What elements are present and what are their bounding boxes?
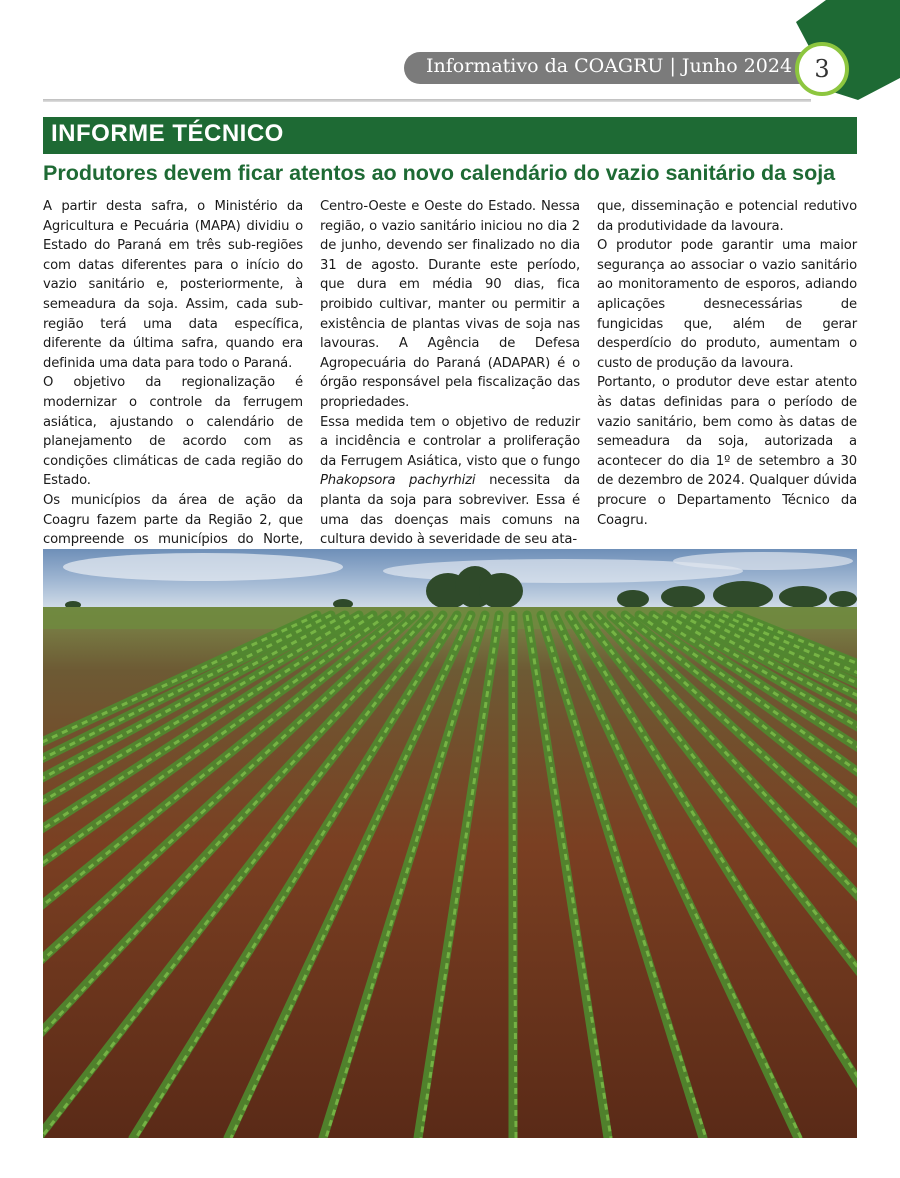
article-paragraph: Portanto, o produtor deve estar atento às datas definidas para o período de vazio sanitário, bem como às datas de semeadura da soja, autorizada a acontecer do dia 1º de setembro a 30 de dezembro de 2024. Qualquer dúvida procure o Departamento Técnico da Coagru.: [597, 375, 857, 528]
article-column-1: [43, 197, 303, 569]
article-paragraph: A partir desta safra, o Ministério da Agricultura e Pecuária (MAPA) dividiu o Estado do Paraná em três sub-regiões com datas diferentes para o início do vazio sanitário e, posteriormente, à semeadura da soja. Assim, cada sub-região terá uma data específica, diferente da última safra, quando era definida uma data para todo o Paraná.: [43, 199, 303, 371]
article-paragraph: [320, 413, 580, 550]
section-title: INFORME TÉCNICO: [51, 120, 284, 147]
article-text: Essa medida tem o objetivo de reduzir a incidência e controlar a proliferação da Ferrugem Asiática, visto que o fungo: [320, 414, 580, 469]
species-name: Phakopsora pachyrhizi: [320, 473, 476, 489]
page-number-badge: 3: [795, 42, 849, 96]
article-paragraph: O produtor pode garantir uma maior segurança ao associar o vazio sanitário ao monitoramento de esporos, adiando aplicações desnecessárias de fungicidas que, além de gerar desperdício do produto, aumentam o custo de produção da lavoura.: [597, 238, 857, 371]
article-text: necessita da planta da soja para sobreviver. Essa é uma das doenças mais comuns na cultura devido à severidade de seu ata-: [320, 473, 580, 548]
article-paragraph: O objetivo da regionalização é modernizar o controle da ferrugem asiática, ajustando o calendário de planejamento de acordo com as condições climáticas de cada região do Estado.: [43, 375, 303, 489]
article-paragraph: Os municípios da área de ação da Coagru fazem parte da Região 2, que compreende os municípios do Norte,: [43, 492, 303, 548]
field-illustration: [43, 549, 857, 1138]
soybean-field-photo: [43, 549, 857, 1138]
article-paragraph: Centro-Oeste e Oeste do Estado. Nessa região, o vazio sanitário iniciou no dia 2 de junho, devendo ser finalizado no dia 31 de agosto. Durante este período, que dura em média 90 dias, fica proibido cultivar, manter ou permitir a existência de plantas vivas de soja nas lavouras. A Agência de Defesa Agropecuária do Paraná (ADAPAR) é o órgão responsável pela fiscalização das propriedades.: [320, 199, 580, 410]
section-banner: [43, 117, 857, 154]
article-column-3: [597, 197, 857, 530]
article-column-2: [320, 197, 580, 550]
header-divider: [43, 99, 811, 102]
article-headline: Produtores devem ficar atentos ao novo calendário do vazio sanitário da soja: [43, 161, 836, 185]
article-paragraph: que, disseminação e potencial redutivo da produtividade da lavoura.: [597, 199, 857, 234]
publication-title: Informativo da COAGRU | Junho 2024: [426, 55, 793, 77]
